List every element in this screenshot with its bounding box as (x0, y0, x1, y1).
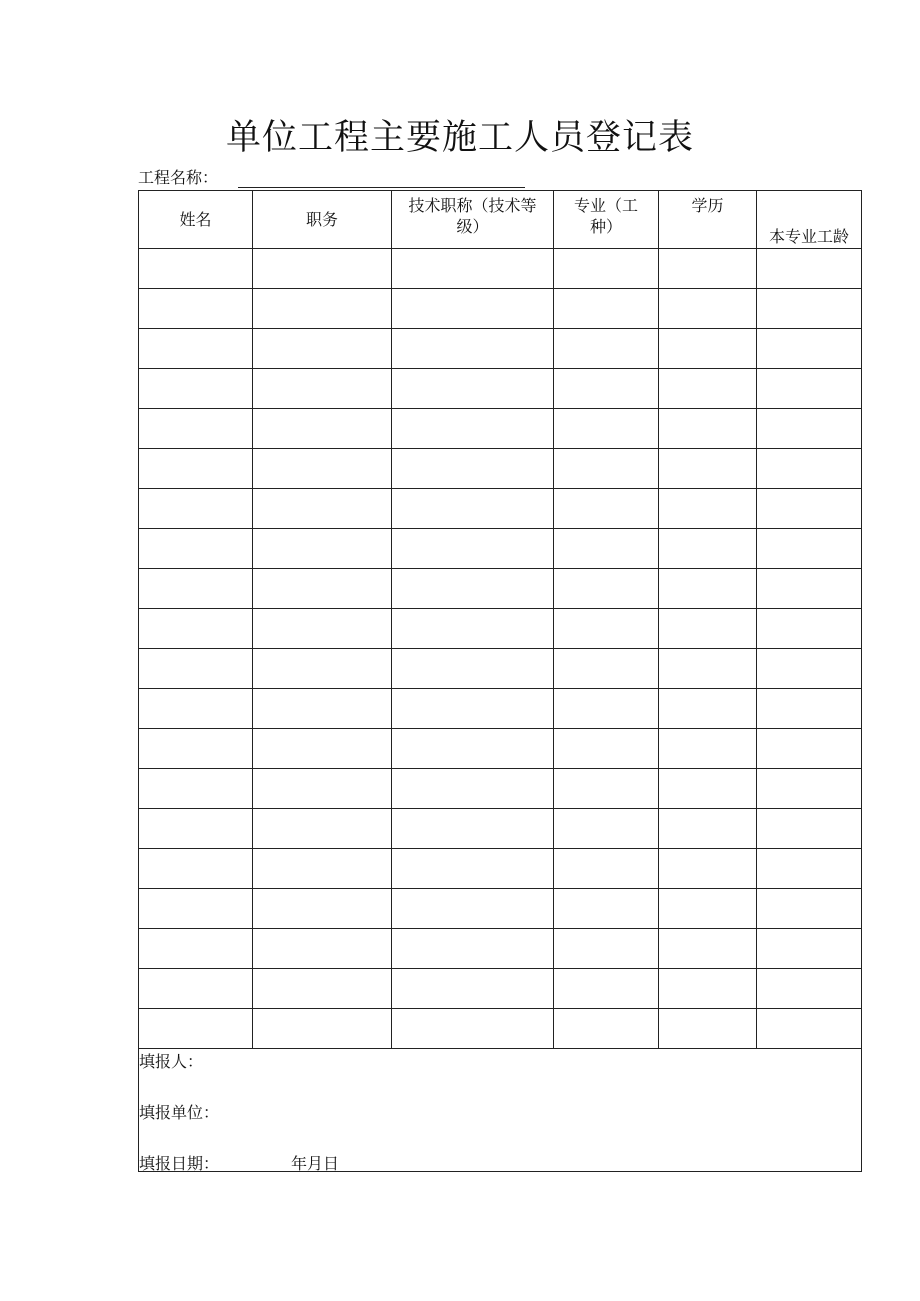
cell-technical-title[interactable] (392, 729, 554, 769)
footer-row (139, 1049, 862, 1172)
cell-name[interactable] (139, 689, 253, 729)
cell-position[interactable] (253, 569, 392, 609)
table-row (139, 889, 862, 929)
cell-years[interactable] (757, 449, 862, 489)
table-row (139, 689, 862, 729)
cell-technical-title[interactable] (392, 929, 554, 969)
cell-position[interactable] (253, 649, 392, 689)
cell-education[interactable] (659, 369, 757, 409)
reporting-date-label: 填报日期： (139, 1154, 220, 1173)
cell-name[interactable] (139, 569, 253, 609)
table-header-row (139, 191, 862, 249)
cell-years[interactable] (757, 1009, 862, 1049)
header-specialty-line2: 种） (589, 217, 622, 236)
cell-technical-title[interactable] (392, 649, 554, 689)
cell-position[interactable] (253, 529, 392, 569)
cell-position[interactable] (253, 609, 392, 649)
reporter-line (139, 1051, 203, 1073)
cell-technical-title[interactable] (392, 449, 554, 489)
cell-name[interactable] (139, 889, 253, 929)
table-row (139, 1009, 862, 1049)
cell-position[interactable] (253, 489, 392, 529)
cell-name[interactable] (139, 849, 253, 889)
cell-years[interactable] (757, 569, 862, 609)
cell-name[interactable] (139, 249, 253, 289)
cell-technical-title[interactable] (392, 329, 554, 369)
cell-name[interactable] (139, 409, 253, 449)
table-body (139, 249, 862, 1049)
table-row (139, 769, 862, 809)
cell-specialty[interactable] (554, 729, 659, 769)
cell-position[interactable] (253, 729, 392, 769)
cell-name[interactable] (139, 729, 253, 769)
cell-years[interactable] (757, 889, 862, 929)
table-row (139, 489, 862, 529)
cell-technical-title[interactable] (392, 849, 554, 889)
table-row (139, 609, 862, 649)
cell-education[interactable] (659, 529, 757, 569)
cell-technical-title[interactable] (392, 369, 554, 409)
cell-technical-title[interactable] (392, 969, 554, 1009)
cell-years[interactable] (757, 329, 862, 369)
cell-technical-title[interactable] (392, 249, 554, 289)
cell-years[interactable] (757, 929, 862, 969)
cell-years[interactable] (757, 489, 862, 529)
cell-specialty[interactable] (554, 369, 659, 409)
cell-name[interactable] (139, 329, 253, 369)
cell-position[interactable] (253, 849, 392, 889)
cell-specialty[interactable] (554, 929, 659, 969)
cell-education[interactable] (659, 569, 757, 609)
cell-specialty[interactable] (554, 809, 659, 849)
cell-education[interactable] (659, 969, 757, 1009)
cell-position[interactable] (253, 369, 392, 409)
cell-position[interactable] (253, 449, 392, 489)
cell-position[interactable] (253, 889, 392, 929)
cell-position[interactable] (253, 409, 392, 449)
project-name-row (138, 166, 218, 190)
cell-specialty[interactable] (554, 569, 659, 609)
cell-technical-title[interactable] (392, 569, 554, 609)
reporting-date-suffix: 年月日 (291, 1154, 340, 1173)
header-name: 姓名 (139, 191, 253, 249)
cell-years[interactable] (757, 729, 862, 769)
cell-technical-title[interactable] (392, 409, 554, 449)
cell-name[interactable] (139, 769, 253, 809)
cell-specialty[interactable] (554, 1009, 659, 1049)
page-title: 单位工程主要施工人员登记表 (225, 118, 694, 158)
cell-technical-title[interactable] (392, 529, 554, 569)
cell-name[interactable] (139, 969, 253, 1009)
cell-years[interactable] (757, 609, 862, 649)
cell-name[interactable] (139, 649, 253, 689)
table-row (139, 929, 862, 969)
cell-name[interactable] (139, 809, 253, 849)
personnel-register-table (138, 190, 862, 1172)
cell-specialty[interactable] (554, 529, 659, 569)
cell-years[interactable] (757, 369, 862, 409)
cell-specialty[interactable] (554, 609, 659, 649)
cell-name[interactable] (139, 449, 253, 489)
cell-education[interactable] (659, 889, 757, 929)
table-row (139, 289, 862, 329)
project-name-underline (238, 187, 525, 188)
cell-technical-title[interactable] (392, 689, 554, 729)
reporting-unit-label: 填报单位： (139, 1103, 220, 1122)
cell-education[interactable] (659, 489, 757, 529)
cell-specialty[interactable] (554, 969, 659, 1009)
footer-cell (139, 1049, 862, 1172)
cell-position[interactable] (253, 1009, 392, 1049)
cell-education[interactable] (659, 409, 757, 449)
cell-years[interactable] (757, 529, 862, 569)
cell-specialty[interactable] (554, 409, 659, 449)
cell-specialty[interactable] (554, 289, 659, 329)
cell-education[interactable] (659, 769, 757, 809)
cell-education[interactable] (659, 729, 757, 769)
cell-specialty[interactable] (554, 889, 659, 929)
cell-specialty[interactable] (554, 329, 659, 369)
cell-technical-title[interactable] (392, 489, 554, 529)
cell-specialty[interactable] (554, 249, 659, 289)
header-technical-title-line2: 级） (456, 217, 489, 236)
cell-years[interactable] (757, 409, 862, 449)
header-specialty-line1: 专业（工 (573, 196, 638, 215)
project-name-label: 工程名称： (138, 168, 219, 187)
cell-education[interactable] (659, 689, 757, 729)
cell-education[interactable] (659, 849, 757, 889)
header-position: 职务 (253, 191, 392, 249)
cell-years[interactable] (757, 289, 862, 329)
header-technical-title (392, 191, 554, 249)
cell-years[interactable] (757, 769, 862, 809)
cell-name[interactable] (139, 1009, 253, 1049)
cell-years[interactable] (757, 809, 862, 849)
table-row (139, 529, 862, 569)
cell-education[interactable] (659, 249, 757, 289)
header-years-in-specialty: 本专业工龄 (757, 191, 862, 249)
cell-name[interactable] (139, 529, 253, 569)
cell-technical-title[interactable] (392, 609, 554, 649)
cell-specialty[interactable] (554, 689, 659, 729)
table-row (139, 369, 862, 409)
table-row (139, 409, 862, 449)
cell-position[interactable] (253, 809, 392, 849)
cell-education[interactable] (659, 329, 757, 369)
cell-name[interactable] (139, 289, 253, 329)
table-row (139, 449, 862, 489)
cell-years[interactable] (757, 849, 862, 889)
cell-education[interactable] (659, 1009, 757, 1049)
cell-years[interactable] (757, 649, 862, 689)
table-row (139, 249, 862, 289)
cell-specialty[interactable] (554, 449, 659, 489)
header-technical-title-line1: 技术职称（技术等 (408, 196, 537, 215)
cell-education[interactable] (659, 929, 757, 969)
cell-education[interactable] (659, 609, 757, 649)
cell-years[interactable] (757, 969, 862, 1009)
cell-technical-title[interactable] (392, 809, 554, 849)
cell-specialty[interactable] (554, 489, 659, 529)
cell-specialty[interactable] (554, 849, 659, 889)
cell-years[interactable] (757, 249, 862, 289)
table-row (139, 809, 862, 849)
cell-education[interactable] (659, 809, 757, 849)
cell-education[interactable] (659, 289, 757, 329)
cell-years[interactable] (757, 689, 862, 729)
table-row (139, 329, 862, 369)
cell-position[interactable] (253, 249, 392, 289)
cell-position[interactable] (253, 329, 392, 369)
reporting-date-line (139, 1153, 339, 1175)
cell-position[interactable] (253, 969, 392, 1009)
cell-specialty[interactable] (554, 649, 659, 689)
cell-specialty[interactable] (554, 769, 659, 809)
cell-name[interactable] (139, 609, 253, 649)
header-education: 学历 (659, 191, 757, 249)
cell-name[interactable] (139, 929, 253, 969)
cell-position[interactable] (253, 929, 392, 969)
cell-technical-title[interactable] (392, 1009, 554, 1049)
cell-education[interactable] (659, 449, 757, 489)
table-row (139, 969, 862, 1009)
cell-position[interactable] (253, 769, 392, 809)
header-specialty (554, 191, 659, 249)
cell-education[interactable] (659, 649, 757, 689)
table-row (139, 569, 862, 609)
table-row (139, 649, 862, 689)
reporter-label: 填报人： (139, 1052, 204, 1071)
cell-name[interactable] (139, 489, 253, 529)
cell-technical-title[interactable] (392, 289, 554, 329)
cell-position[interactable] (253, 689, 392, 729)
cell-position[interactable] (253, 289, 392, 329)
table-row (139, 729, 862, 769)
cell-technical-title[interactable] (392, 769, 554, 809)
cell-technical-title[interactable] (392, 889, 554, 929)
reporting-unit-line (139, 1102, 219, 1124)
table-row (139, 849, 862, 889)
cell-name[interactable] (139, 369, 253, 409)
